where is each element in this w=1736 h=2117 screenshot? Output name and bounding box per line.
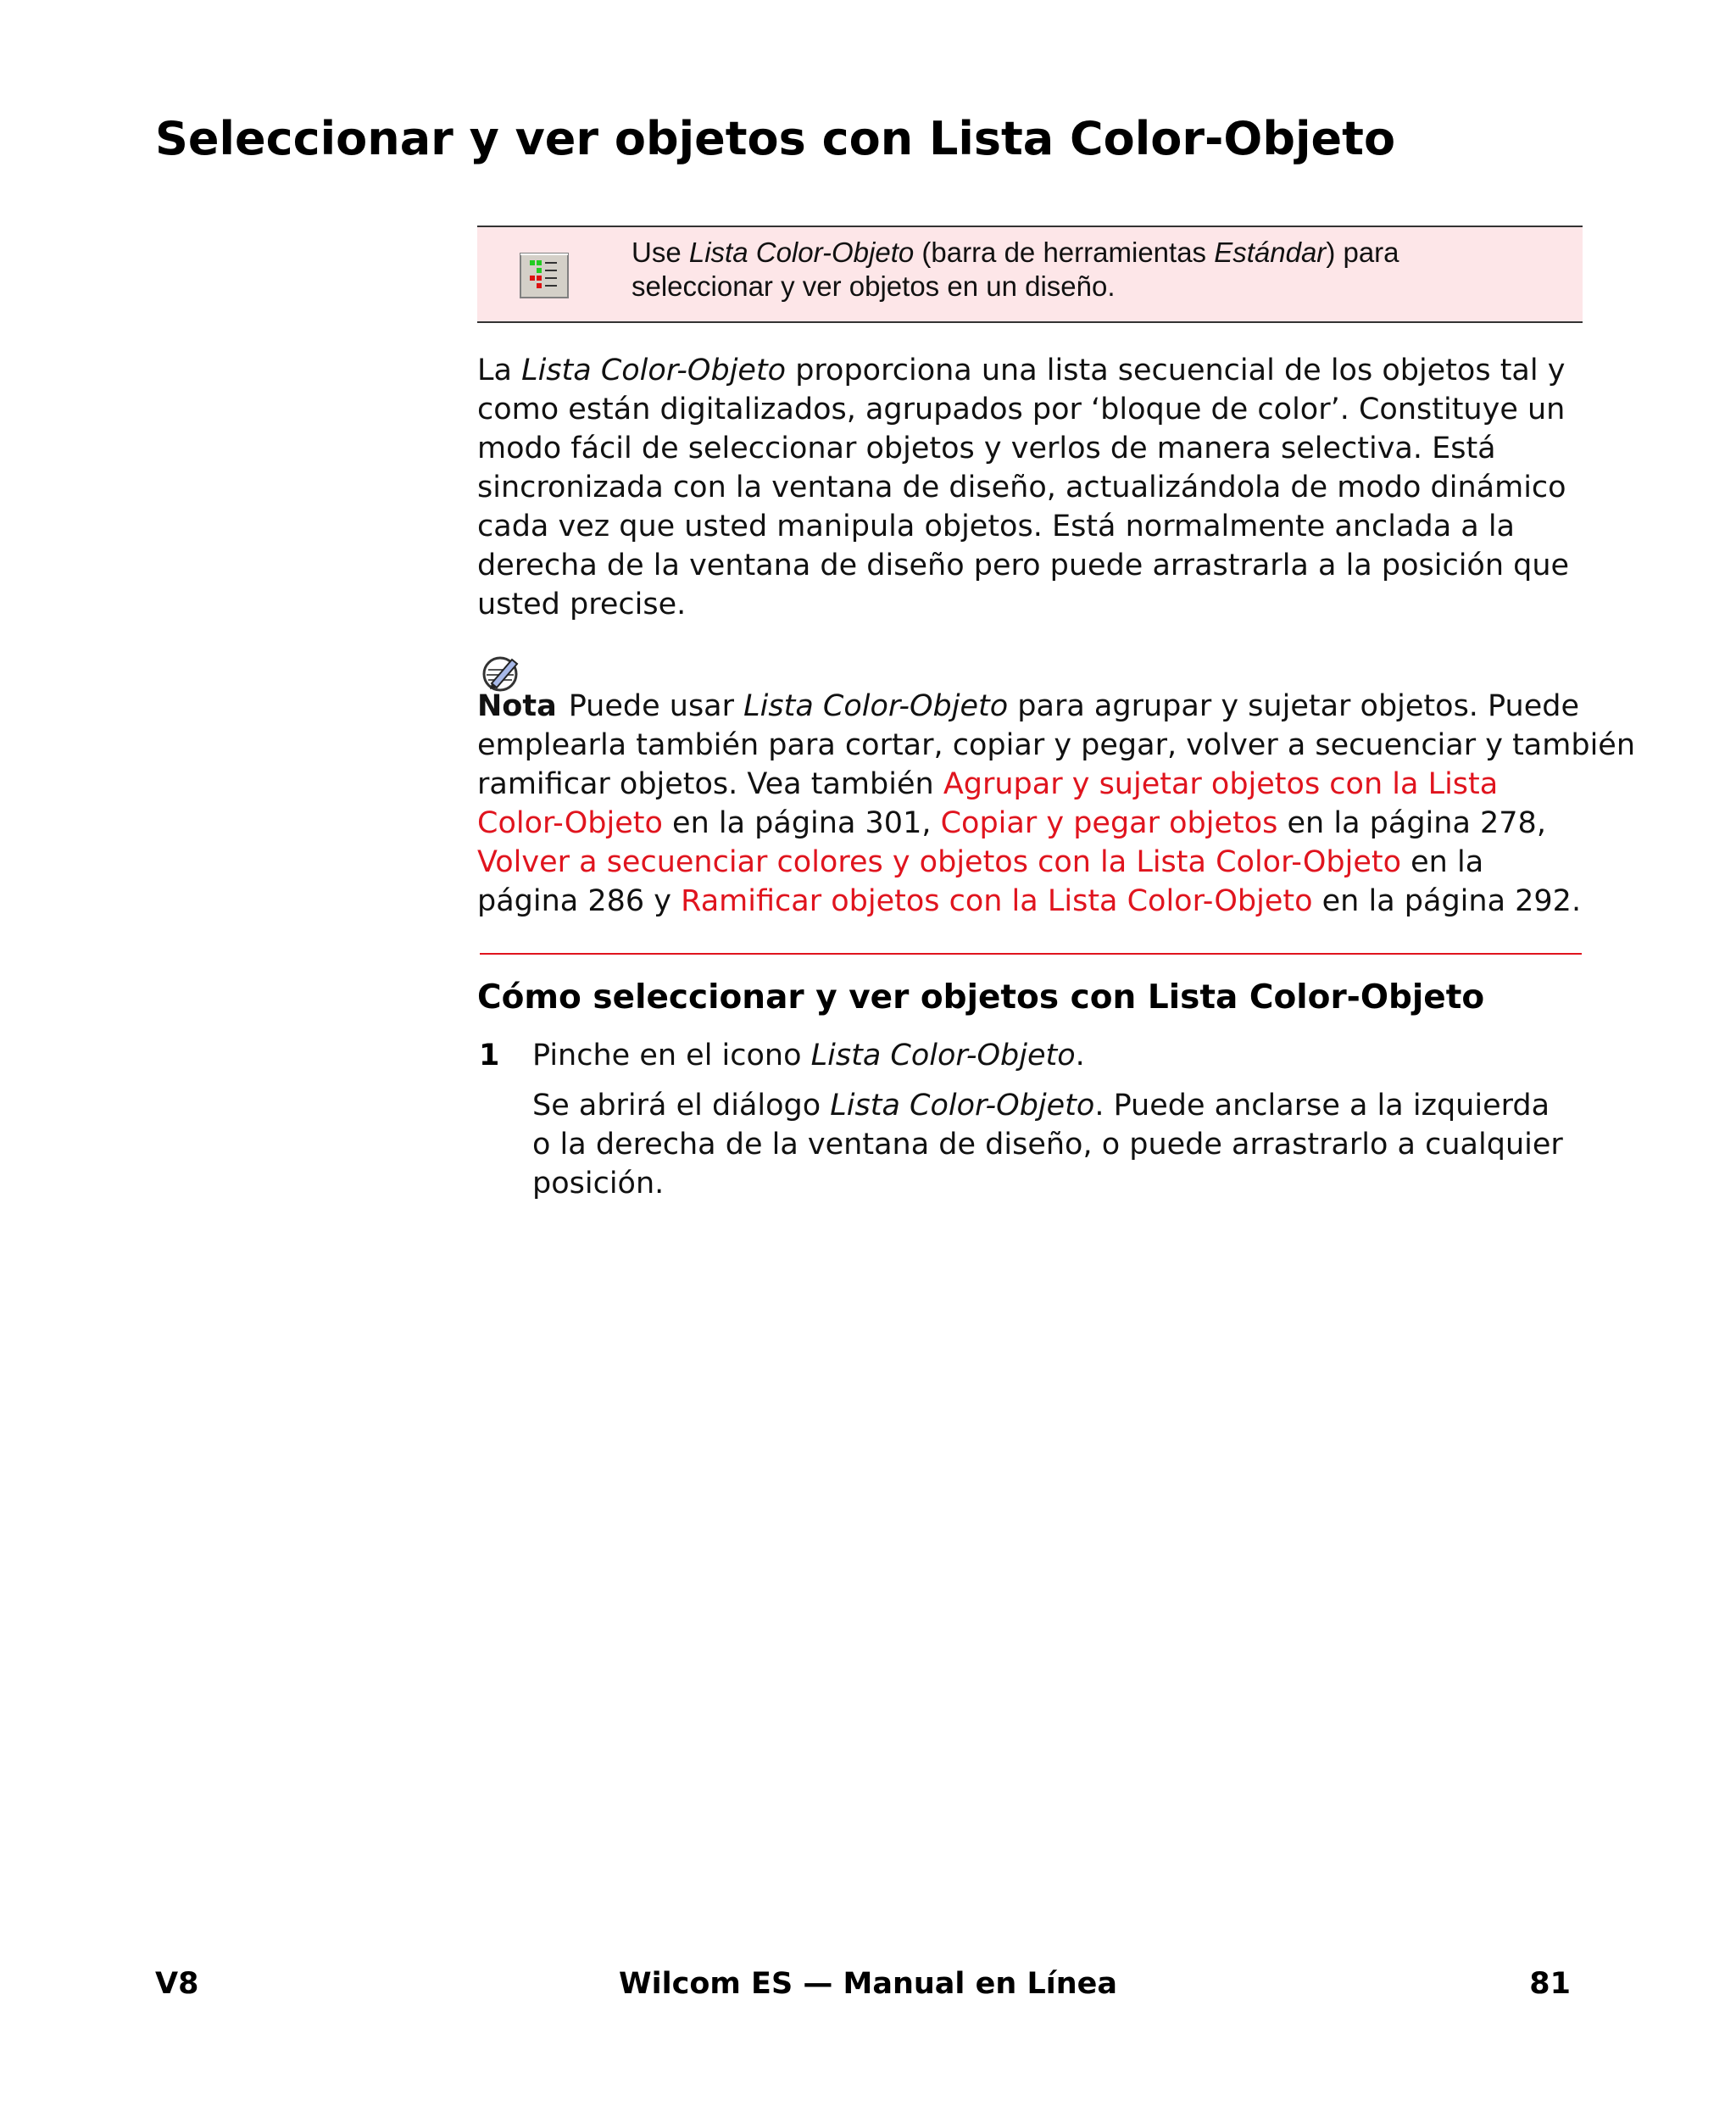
note-text-1b: para agrupar y sujetar objetos. Puede bbox=[1008, 689, 1580, 723]
step-1-prefix: Pinche en el icono bbox=[532, 1039, 811, 1072]
intro-term: Lista Color-Objeto bbox=[521, 354, 787, 387]
link-agrupar-sujetar[interactable]: Agrupar y sujetar objetos con la Lista bbox=[943, 767, 1499, 801]
section-divider bbox=[480, 953, 1582, 955]
note-text-4b: en la página 278, bbox=[1277, 806, 1546, 840]
note-text-5b: en la bbox=[1401, 845, 1484, 879]
step-1-text bbox=[532, 1036, 1085, 1075]
procedure-heading: Cómo seleccionar y ver objetos con Lista Color-Objeto bbox=[477, 978, 1485, 1017]
intro-line-5: cada vez que usted manipula objetos. Está normalmente anclada a la bbox=[477, 510, 1516, 543]
link-ramificar[interactable]: Ramificar objetos con la Lista Color-Objeto bbox=[681, 884, 1313, 918]
step-1-suffix: . bbox=[1075, 1039, 1085, 1072]
tip-line-2: seleccionar y ver objetos en un diseño. bbox=[632, 270, 1116, 302]
intro-prefix: La bbox=[477, 354, 522, 387]
link-copiar-pegar[interactable]: Copiar y pegar objetos bbox=[940, 806, 1278, 840]
intro-line-1 bbox=[477, 351, 1596, 390]
note-line-5 bbox=[477, 843, 1596, 882]
note-line-6 bbox=[477, 882, 1596, 921]
footer-page-number: 81 bbox=[1529, 1967, 1571, 2001]
note-line-2: emplearla también para cortar, copiar y pegar, volver a secuenciar y también bbox=[477, 728, 1636, 762]
step-1-detail bbox=[532, 1086, 1600, 1203]
step-detail-line-1 bbox=[532, 1086, 1600, 1125]
step-detail-prefix: Se abrirá el diálogo bbox=[532, 1089, 831, 1123]
note-text-6b: en la página 292. bbox=[1312, 884, 1582, 918]
footer-manual-title: Wilcom ES — Manual en Línea bbox=[618, 1967, 1118, 2001]
tip-toolbar-name: Estándar bbox=[1214, 237, 1327, 268]
link-agrupar-sujetar-cont[interactable]: Color-Objeto bbox=[477, 806, 663, 840]
note-paragraph bbox=[477, 687, 1636, 921]
page-title: Seleccionar y ver objetos con Lista Color-Objeto bbox=[155, 112, 1396, 165]
step-detail-line-3: posición. bbox=[532, 1167, 665, 1201]
tip-text bbox=[632, 236, 1564, 304]
note-line-3 bbox=[477, 765, 1596, 804]
intro-paragraph bbox=[477, 351, 1596, 624]
tip-middle: (barra de herramientas bbox=[914, 237, 1215, 268]
tip-suffix: ) para bbox=[1326, 237, 1399, 268]
intro-line-4: sincronizada con la ventana de diseño, actualizándola de modo dinámico bbox=[477, 471, 1566, 504]
toolbar-tip-box bbox=[477, 226, 1583, 323]
tip-tool-name: Lista Color-Objeto bbox=[688, 237, 915, 268]
note-text-4a: en la página 301, bbox=[662, 806, 941, 840]
note-label: Nota bbox=[477, 689, 557, 723]
footer-version: V8 bbox=[155, 1967, 199, 2001]
note-line-4 bbox=[477, 804, 1596, 843]
step-number: 1 bbox=[479, 1039, 500, 1072]
note-text-6a: página 286 y bbox=[477, 884, 682, 918]
step-detail-line-2: o la derecha de la ventana de diseño, o puede arrastrarlo a cualquier bbox=[532, 1128, 1563, 1162]
step-detail-rest: . Puede anclarse a la izquierda bbox=[1094, 1089, 1550, 1123]
step-1-term: Lista Color-Objeto bbox=[810, 1039, 1076, 1072]
intro-line-7: usted precise. bbox=[477, 588, 687, 621]
note-line-1 bbox=[477, 687, 1596, 726]
intro-rest: proporciona una lista secuencial de los objetos tal y bbox=[786, 354, 1566, 387]
step-detail-term: Lista Color-Objeto bbox=[830, 1089, 1095, 1123]
intro-line-2: como están digitalizados, agrupados por ‘bloque de color’. Constituye un bbox=[477, 393, 1566, 426]
color-object-list-icon[interactable] bbox=[520, 253, 569, 298]
intro-line-3: modo fácil de seleccionar objetos y verlos de manera selectiva. Está bbox=[477, 432, 1496, 465]
intro-line-6: derecha de la ventana de diseño pero puede arrastrarla a la posición que bbox=[477, 549, 1570, 582]
note-text-3a: ramificar objetos. Vea también bbox=[477, 767, 943, 801]
note-term: Lista Color-Objeto bbox=[743, 689, 1009, 723]
link-volver-secuenciar[interactable]: Volver a secuenciar colores y objetos con la Lista Color-Objeto bbox=[477, 845, 1401, 879]
tip-prefix: Use bbox=[632, 237, 689, 268]
note-text-1a: Puede usar bbox=[568, 689, 744, 723]
